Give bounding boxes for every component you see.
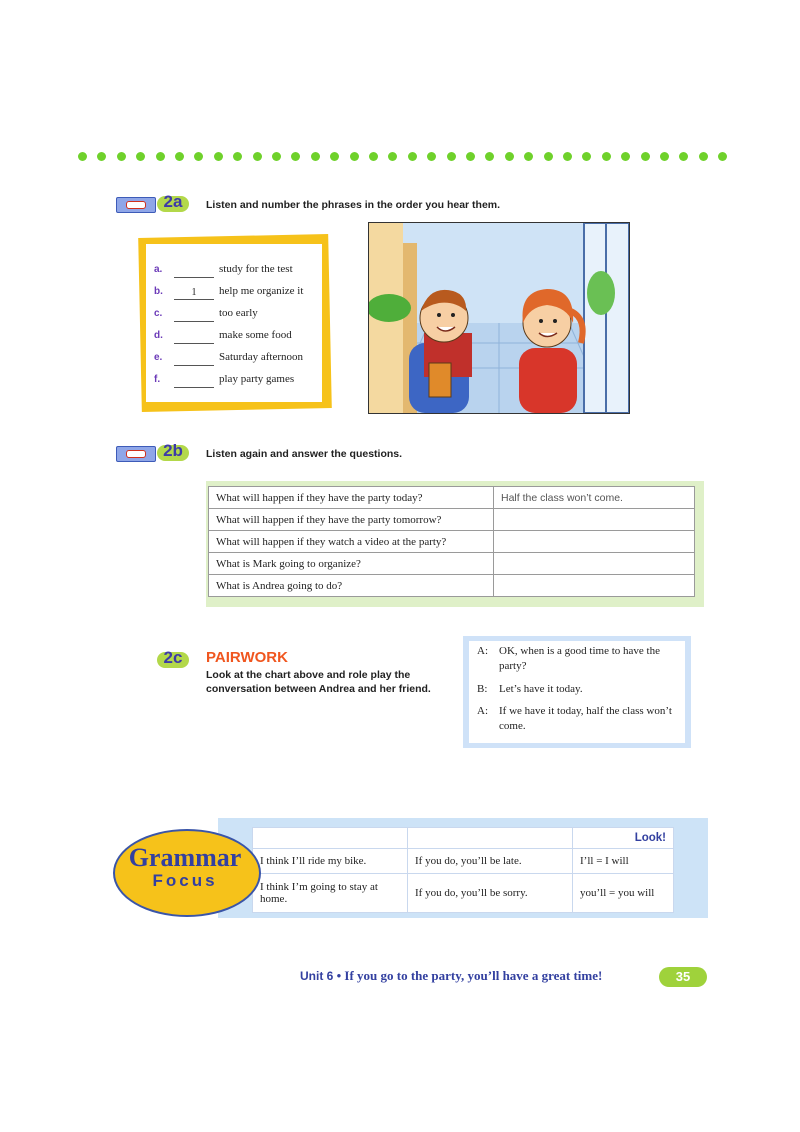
exercise-number-2c: 2c	[157, 648, 189, 668]
cassette-icon	[116, 197, 156, 213]
grammar-focus-table	[252, 827, 674, 913]
grammar-cell: I’ll = I will	[573, 849, 674, 874]
phrase-box	[146, 244, 322, 402]
grammar-cell: you’ll = you will	[573, 874, 674, 913]
conversation-line: A: OK, when is a good time to have the party?	[477, 645, 660, 672]
answer-blank[interactable]	[174, 375, 214, 388]
divider-dot	[466, 152, 475, 161]
pairwork-instruction: Look at the chart above and role play the conversation between Andrea and her friend.	[206, 669, 431, 695]
table-row	[253, 874, 674, 913]
speaker-label: A:	[477, 705, 488, 717]
divider-dot	[136, 152, 145, 161]
answer-cell[interactable]	[494, 509, 695, 531]
exercise-2a-instruction: Listen and number the phrases in the order you hear them.	[206, 199, 501, 211]
grammar-focus-subtitle: Focus	[152, 871, 218, 890]
divider-dot	[117, 152, 126, 161]
question-table	[208, 486, 695, 597]
phrase-item: d. make some food	[154, 327, 292, 343]
divider-dot	[233, 152, 242, 161]
page-number: 35	[659, 967, 707, 987]
grammar-cell: If you do, you’ll be sorry.	[408, 874, 573, 913]
divider-dot	[214, 152, 223, 161]
dotted-divider	[78, 150, 738, 164]
speaker-label: A:	[477, 645, 488, 657]
question-cell: What is Andrea going to do?	[209, 575, 494, 597]
divider-dot	[97, 152, 106, 161]
divider-dot	[699, 152, 708, 161]
divider-dot	[563, 152, 572, 161]
divider-dot	[427, 152, 436, 161]
bullet-separator: •	[336, 968, 342, 983]
divider-dot	[175, 152, 184, 161]
divider-dot	[156, 152, 165, 161]
divider-dot	[544, 152, 553, 161]
grammar-focus-title: Grammar	[128, 843, 242, 872]
answer-cell[interactable]: Half the class won’t come.	[494, 487, 695, 509]
answer-blank[interactable]	[174, 353, 214, 366]
divider-dot	[194, 152, 203, 161]
answer-blank[interactable]	[174, 309, 214, 322]
divider-dot	[602, 152, 611, 161]
divider-dot	[78, 152, 87, 161]
grammar-cell: I think I’m going to stay at home.	[253, 874, 408, 913]
grammar-cell: If you do, you’ll be late.	[408, 849, 573, 874]
divider-dot	[272, 152, 281, 161]
cassette-icon	[116, 446, 156, 462]
speaker-label: B:	[477, 683, 488, 695]
divider-dot	[311, 152, 320, 161]
divider-dot	[641, 152, 650, 161]
table-row	[253, 849, 674, 874]
table-row	[209, 531, 695, 553]
divider-dot	[485, 152, 494, 161]
illustration-two-students	[368, 222, 630, 414]
divider-dot	[369, 152, 378, 161]
question-cell: What is Mark going to organize?	[209, 553, 494, 575]
divider-dot	[408, 152, 417, 161]
divider-dot	[582, 152, 591, 161]
phrase-item: f. play party games	[154, 371, 294, 387]
question-cell: What will happen if they have the party tomorrow?	[209, 509, 494, 531]
exercise-2b-instruction: Listen again and answer the questions.	[206, 448, 403, 460]
divider-dot	[447, 152, 456, 161]
answer-blank[interactable]	[174, 265, 214, 278]
answer-cell[interactable]	[494, 575, 695, 597]
unit-title: If you go to the party, you’ll have a great time!	[344, 968, 603, 983]
conversation-line: A: If we have it today, half the class won’t come.	[477, 705, 672, 732]
phrase-item: b. 1 help me organize it	[154, 285, 304, 298]
divider-dot	[330, 152, 339, 161]
conversation-line: B: Let’s have it today.	[477, 683, 583, 695]
exercise-number-2a: 2a	[157, 192, 189, 212]
table-row	[253, 828, 674, 849]
divider-dot	[350, 152, 359, 161]
divider-dot	[660, 152, 669, 161]
question-cell: What will happen if they watch a video at the party?	[209, 531, 494, 553]
answer-blank[interactable]: 1	[174, 287, 214, 300]
table-row	[209, 487, 695, 509]
phrase-item: c. too early	[154, 305, 258, 321]
page-footer	[300, 968, 602, 984]
look-label: Look!	[573, 828, 674, 849]
unit-label: Unit 6	[300, 969, 334, 983]
exercise-number-2b: 2b	[157, 441, 189, 461]
divider-dot	[253, 152, 262, 161]
answer-blank[interactable]	[174, 331, 214, 344]
conversation-box	[469, 641, 685, 743]
question-cell: What will happen if they have the party today?	[209, 487, 494, 509]
answer-cell[interactable]	[494, 553, 695, 575]
table-row	[209, 553, 695, 575]
divider-dot	[621, 152, 630, 161]
answer-cell[interactable]	[494, 531, 695, 553]
divider-dot	[679, 152, 688, 161]
divider-dot	[718, 152, 727, 161]
divider-dot	[388, 152, 397, 161]
grammar-cell: I think I’ll ride my bike.	[253, 849, 408, 874]
pairwork-title: PAIRWORK	[206, 649, 288, 666]
phrase-item: a. study for the test	[154, 261, 293, 277]
table-row	[209, 509, 695, 531]
divider-dot	[505, 152, 514, 161]
divider-dot	[291, 152, 300, 161]
table-row	[209, 575, 695, 597]
phrase-item: e. Saturday afternoon	[154, 349, 303, 365]
divider-dot	[524, 152, 533, 161]
